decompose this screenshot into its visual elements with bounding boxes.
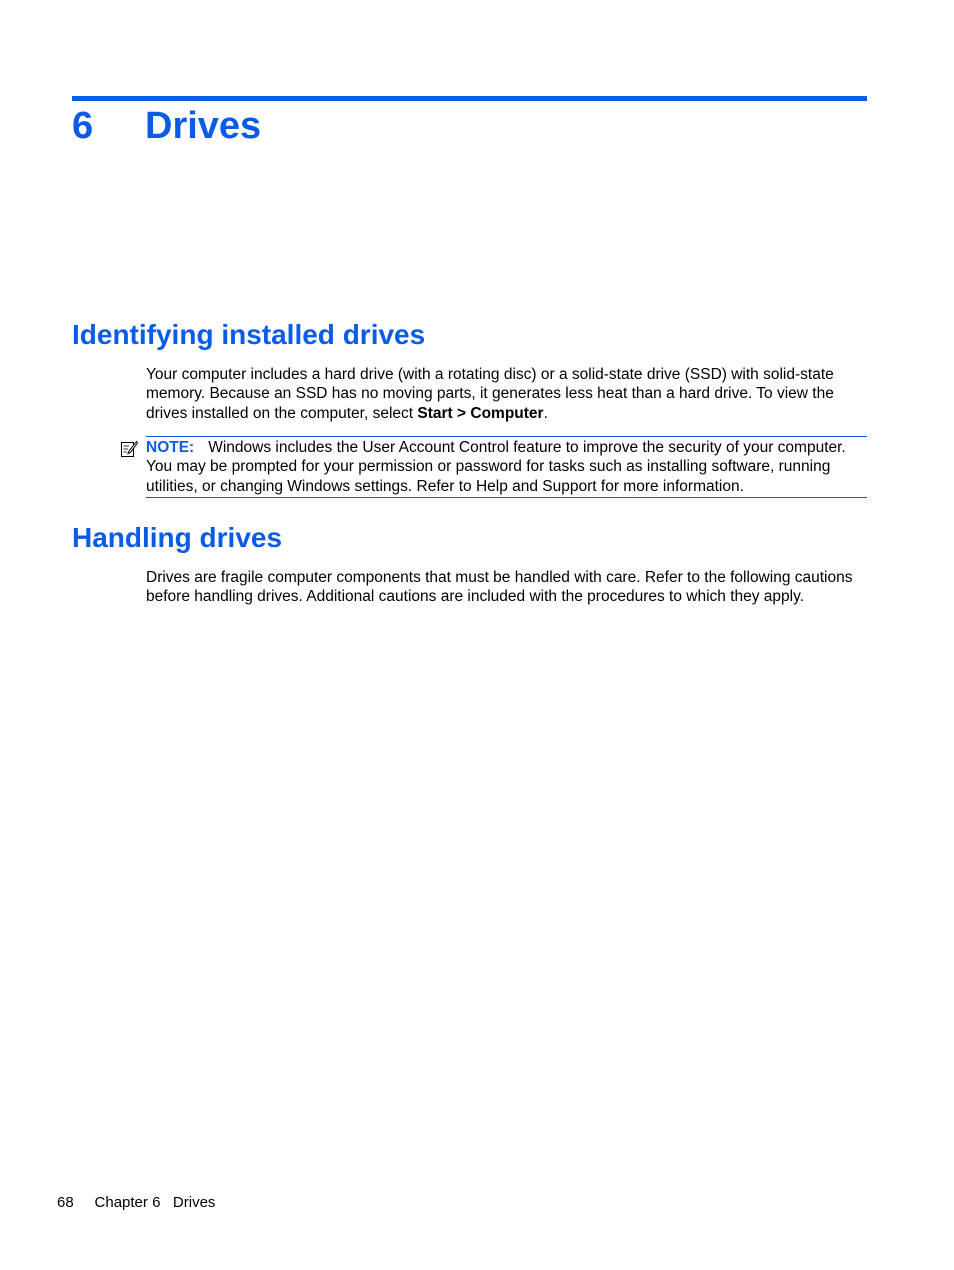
section-heading-identifying: Identifying installed drives xyxy=(72,319,426,350)
footer-chapter-label: Chapter 6 xyxy=(94,1194,161,1211)
footer-chapter-title: Drives xyxy=(172,1194,216,1211)
identifying-paragraph-end: . xyxy=(543,404,548,422)
note-box xyxy=(146,436,867,498)
identifying-paragraph xyxy=(146,365,872,423)
note-pencil-icon xyxy=(120,440,138,458)
section-heading-handling: Handling drives xyxy=(72,522,283,553)
chapter-number: 6 xyxy=(72,105,94,147)
identifying-paragraph-text: Your computer includes a hard drive (with a rotating disc) or a solid-state drive (SSD) with solid-state memory. Because an SSD has no moving parts, it generates less heat than a hard drive. To view the drives installed on the computer, select xyxy=(146,366,834,422)
note-label: NOTE: xyxy=(146,439,195,456)
chapter-rule xyxy=(72,96,867,101)
chapter-title: Drives xyxy=(145,105,262,147)
note-text: Windows includes the User Account Control feature to improve the security of your computer. You may be prompted for your permission or password for tasks such as installing software, running utilities, or changing Windows settings. Refer to Help and Support for more information. xyxy=(146,439,846,495)
start-computer-path: Start > Computer xyxy=(417,404,544,422)
chapter-heading xyxy=(72,102,261,150)
page-footer xyxy=(57,1193,215,1212)
handling-paragraph: Drives are fragile computer components that must be handled with care. Refer to the following cautions before handling drives. Additional cautions are included with the procedures to which they apply. xyxy=(146,569,853,606)
page-number: 68 xyxy=(57,1194,74,1211)
